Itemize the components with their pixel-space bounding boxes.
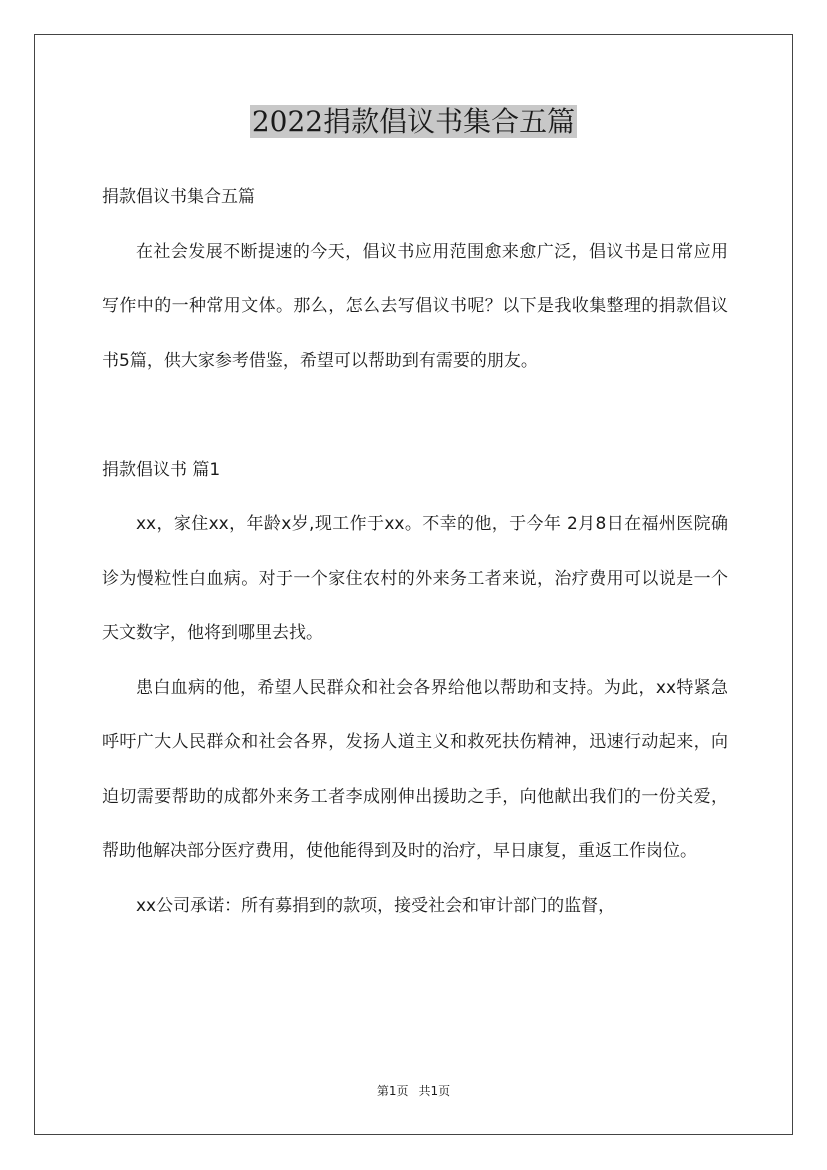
- body-paragraph: xx公司承诺：所有募捐到的款项，接受社会和审计部门的监督，: [136, 895, 616, 916]
- body-paragraph: 患白血病的他，希望人民群众和社会各界给他以帮助和支持。为此，xx特紧急呼吁广大人民群众和社会各界，发扬人道主义和救死扶伤精神，迅速行动起来，向迫切需要帮助的成都外来务工者李成刚伸出援助之手，向他献出我们的一份关爱，帮助他解决部分医疗费用，使他能得到及时的治疗，早日康复，重返工作岗位。: [102, 677, 728, 861]
- document-title: [0, 101, 827, 143]
- page-number: 第1页: [376, 1084, 409, 1098]
- page-footer: [0, 1083, 827, 1099]
- page-total: 共1页: [418, 1084, 451, 1098]
- document-body: [102, 170, 728, 933]
- document-title-text: 2022捐款倡议书集合五篇: [251, 105, 576, 138]
- intro-paragraph: 在社会发展不断提速的今天，倡议书应用范围愈来愈广泛，倡议书是日常应用写作中的一种常用文体。那么，怎么去写倡议书呢？以下是我收集整理的捐款倡议书5篇，供大家参考借鉴，希望可以帮助到有需要的朋友。: [102, 241, 728, 371]
- section-spacer: [102, 388, 728, 443]
- section-heading: 捐款倡议书 篇1: [102, 459, 221, 480]
- body-paragraph: xx，家住xx，年龄x岁,现工作于xx。不幸的他，于今年 2月8日在福州医院确诊为慢粒性白血病。对于一个家住农村的外来务工者来说，治疗费用可以说是一个天文数字，他将到哪里去找。: [102, 514, 728, 643]
- document-subtitle: 捐款倡议书集合五篇: [102, 187, 255, 207]
